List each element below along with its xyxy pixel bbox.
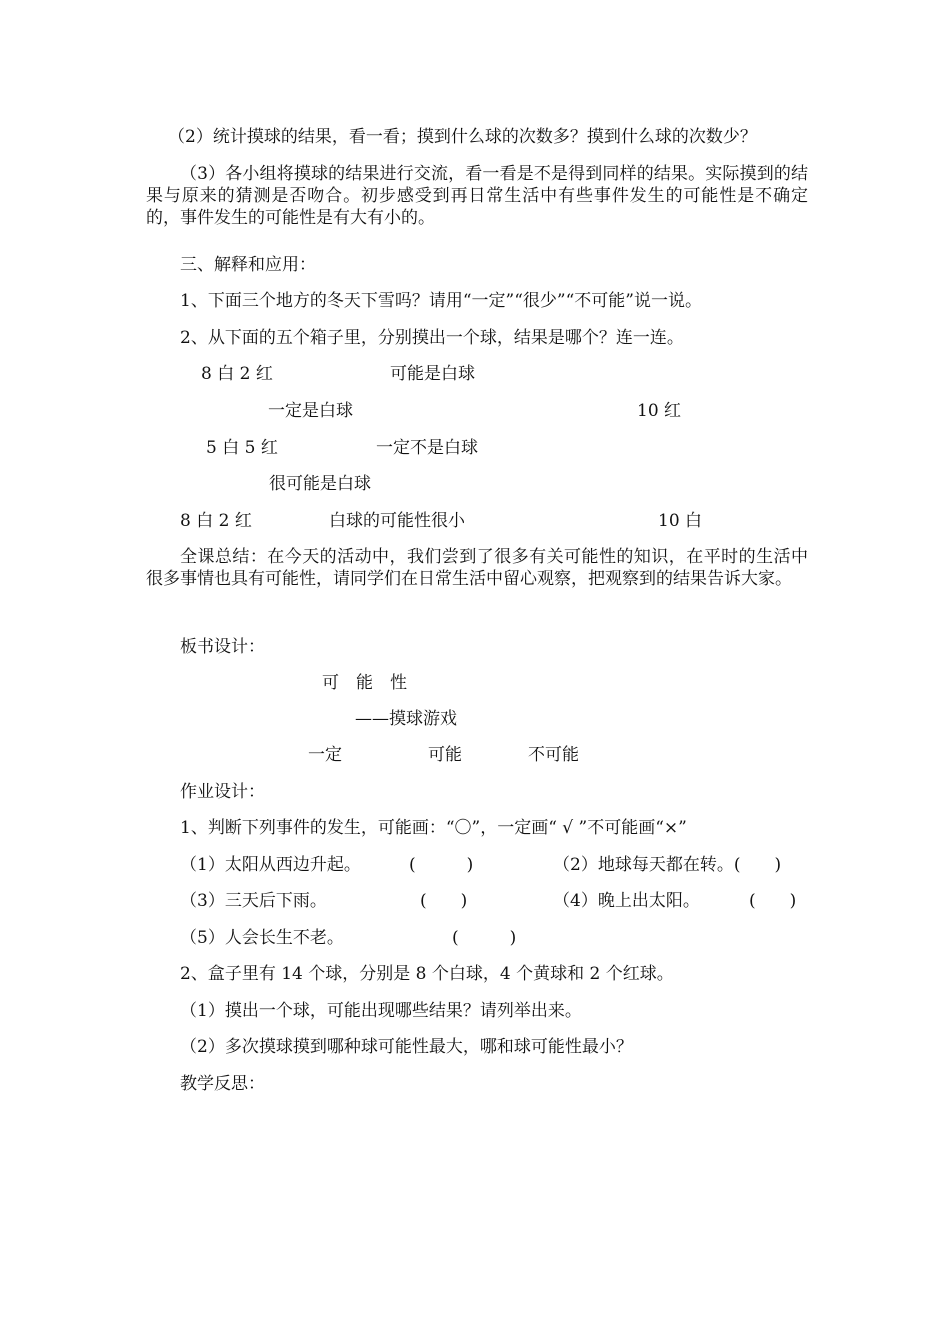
board-subtitle: ——摸球游戏 <box>355 709 457 729</box>
lesson-summary-text: 全课总结：在今天的活动中，我们尝到了很多有关可能性的知识，在平时的生活中很多事情也具有可能性，请同学们在日常生活中留心观察，把观察到的结果告诉大家。 <box>146 547 808 589</box>
question-2: 2、从下面的五个箱子里，分别摸出一个球，结果是哪个？连一连。 <box>180 328 684 348</box>
homework-question-2b: （2）多次摸球摸到哪种球可能性最大，哪和球可能性最小？ <box>180 1037 633 1057</box>
paragraph-step-3 <box>146 163 808 229</box>
board-design-heading: 板书设计： <box>180 637 265 657</box>
judge-blank-1: ( ) <box>409 855 474 875</box>
judge-item-3: （3）三天后下雨。 <box>180 891 327 911</box>
judge-blank-5: ( ) <box>452 928 517 948</box>
judge-item-4: （4）晚上出太阳。 <box>553 891 700 911</box>
homework-question-1: 1、判断下列事件的发生，可能画：“〇”，一定画“ √ ”不可能画“×” <box>180 818 687 838</box>
lesson-summary <box>146 546 808 590</box>
board-column-possible: 可能 <box>428 745 462 765</box>
paragraph-step-2: （2）统计摸球的结果，看一看；摸到什么球的次数多？摸到什么球的次数少？ <box>168 127 757 147</box>
box-label-3: 5 白 5 红 <box>206 438 278 458</box>
box-label-2: 10 红 <box>637 401 682 421</box>
judge-blank-4: ( ) <box>749 891 797 911</box>
paragraph-step-3-text: （3）各小组将摸球的结果进行交流，看一看是不是得到同样的结果。实际摸到的结果与原来的猜测是否吻合。初步感受到再日常生活中有些事件发生的可能性是不确定的，事件发生的可能性是有大有小的。 <box>146 164 808 228</box>
question-1: 1、下面三个地方的冬天下雪吗？请用“一定”“很少”“不可能”说一说。 <box>180 291 702 311</box>
box-label-4: 8 白 2 红 <box>180 511 252 531</box>
board-column-certain: 一定 <box>308 745 342 765</box>
result-option-2: 一定是白球 <box>268 401 353 421</box>
board-column-impossible: 不可能 <box>528 745 579 765</box>
homework-question-2a: （1）摸出一个球，可能出现哪些结果？请列举出来。 <box>180 1001 582 1021</box>
judge-item-2: （2）地球每天都在转。( ) <box>553 855 782 875</box>
box-label-5: 10 白 <box>658 511 703 531</box>
homework-heading: 作业设计： <box>180 782 265 802</box>
result-option-3: 一定不是白球 <box>376 438 478 458</box>
judge-item-1: （1）太阳从西边升起。 <box>180 855 361 875</box>
section-heading-3: 三、解释和应用： <box>180 255 316 275</box>
homework-question-2: 2、盒子里有 14 个球，分别是 8 个白球，4 个黄球和 2 个红球。 <box>180 964 674 984</box>
judge-item-5: （5）人会长生不老。 <box>180 928 344 948</box>
judge-blank-3: ( ) <box>420 891 468 911</box>
board-title: 可 能 性 <box>322 673 407 693</box>
result-option-5: 白球的可能性很小 <box>329 511 465 531</box>
result-option-4: 很可能是白球 <box>269 474 371 494</box>
teaching-reflection-heading: 教学反思： <box>180 1074 265 1094</box>
result-option-1: 可能是白球 <box>390 364 475 384</box>
box-label-1: 8 白 2 红 <box>201 364 273 384</box>
